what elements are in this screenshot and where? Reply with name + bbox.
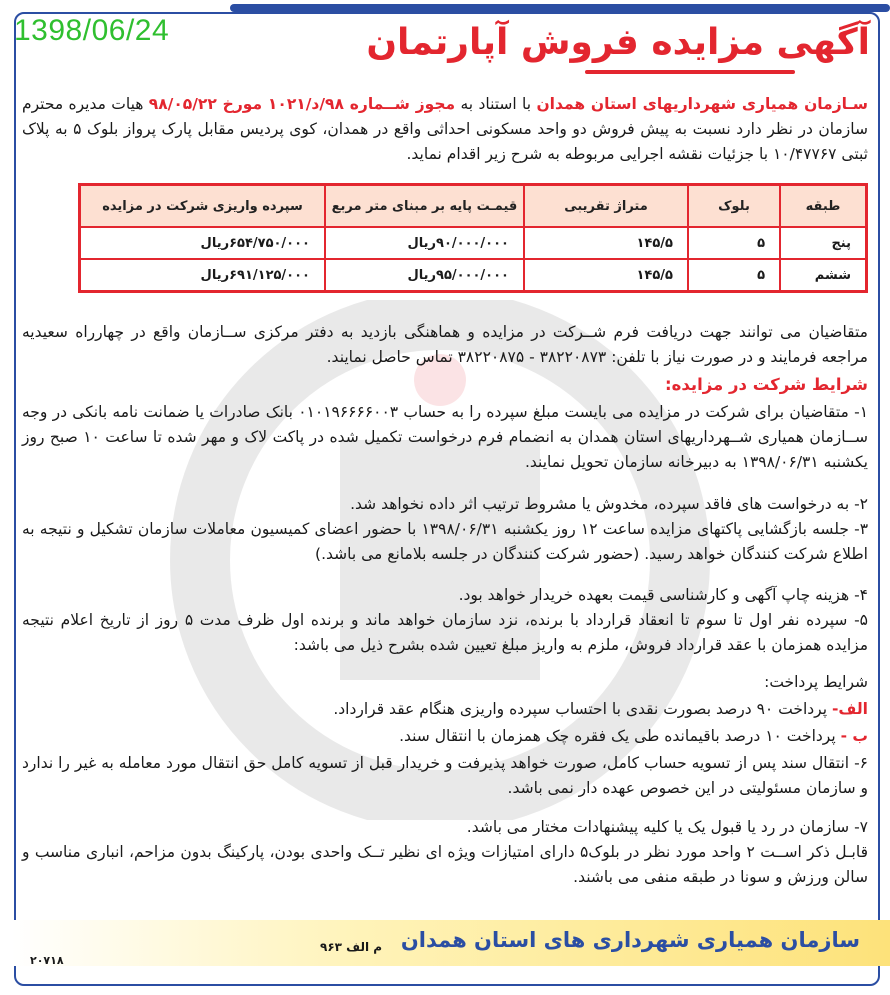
- cell-base-price: ۹۰/۰۰۰/۰۰۰ریال: [325, 227, 524, 259]
- cell-floor: ششم: [780, 259, 866, 291]
- payment-a-label: الف-: [831, 700, 868, 718]
- payment-item-a: [22, 697, 868, 722]
- footer-organization: سازمان همیاری شهرداری های استان همدان: [400, 928, 860, 952]
- intro-paragraph: [22, 92, 868, 167]
- footer-number: ۲۰۷۱۸: [30, 954, 64, 967]
- condition-7: ۷- سازمان در رد یا قبول یک یا کلیه پیشنهادات مختار می باشد.: [466, 818, 868, 836]
- col-deposit: سپرده واریزی شرکت در مزایده: [80, 185, 325, 227]
- visit-paragraph: متقاضیان می توانند جهت دریافت فرم شــرکت در مزایده و هماهنگی بازدید به دفتر مرکزی ســازمان واقع در چهارراه سعیدیه مراجعه فرمایند و در صورت نیاز با تلفن: ۳۸۲۲۰۸۷۳ - ۳۸۲۲۰۸۷۵ تماس حاصل نمایند.: [22, 323, 868, 366]
- col-area: متراژ تقریبی: [524, 185, 688, 227]
- intro-mid: با استناد به: [455, 95, 537, 113]
- payment-item-b: [22, 724, 868, 749]
- cell-deposit: ۶۵۴/۷۵۰/۰۰۰ریال: [80, 227, 325, 259]
- footer-code: م الف ۹۶۳: [320, 940, 383, 954]
- col-block: بلوک: [688, 185, 780, 227]
- table-row: [80, 259, 866, 291]
- date-stamp: 1398/06/24: [14, 14, 170, 47]
- condition-6: ۶- انتقال سند پس از تسویه حساب کامل، صورت خواهد پذیرفت و خریدار قبل از تسویه کامل حق انتقال مورد معامله به غیر را ندارد و سازمان مسئولیتی در این خصوص عهده دار نمی باشد.: [22, 754, 868, 797]
- cell-area: ۱۴۵/۵: [524, 227, 688, 259]
- cell-block: ۵: [688, 227, 780, 259]
- title-underline: [585, 70, 795, 74]
- cell-base-price: ۹۵/۰۰۰/۰۰۰ریال: [325, 259, 524, 291]
- col-floor: طبقه: [780, 185, 866, 227]
- condition-4: ۴- هزینه چاپ آگهی و کارشناسی قیمت بعهده خریدار خواهد بود.: [458, 586, 868, 604]
- cell-floor: پنج: [780, 227, 866, 259]
- apartments-table: [78, 183, 868, 293]
- intro-rest: هیات مدیره محترم سازمان در نظر دارد نسبت به پیش فروش دو واحد مسکونی احداثی واقع در همدان، کوی پردیس مقابل پارک پرواز بلوک ۵ به پلاک ثبتی ۱۰/۴۷۷۶۷ با جزئیات نقشه اجرایی مربوطه به شرح زیر اقدام نماید.: [22, 95, 868, 163]
- notice-title: آگهی مزایده فروش آپارتمان: [366, 22, 870, 63]
- condition-2: ۲- به درخواست های فاقد سپرده، مخدوش یا مشروط ترتیب اثر داده نخواهد شد.: [350, 495, 868, 513]
- cell-deposit: ۶۹۱/۱۲۵/۰۰۰ریال: [80, 259, 325, 291]
- payment-b-text: پرداخت ۱۰ درصد باقیمانده طی یک فقره چک همزمان با انتقال سند.: [399, 727, 841, 745]
- condition-3: ۳- جلسه بازگشایی پاکتهای مزایده ساعت ۱۲ روز یکشنبه ۱۳۹۸/۰۶/۳۱ با حضور اعضای کمیسیون معاملات سازمان تشکیل و نتیجه به اطلاع شرکت کنندگان خواهد رسید. (حضور شرکت کنندگان در جلسه بلامانع می باشد.): [22, 520, 869, 563]
- condition-1: ۱- متقاضیان برای شرکت در مزایده می بایست مبلغ سپرده را به حساب ۰۱۰۱۹۶۶۶۶۰۰۳ بانک صادرات یا ضمانت نامه بانکی در وجه ســازمان همیاری شــهرداریهای استان همدان به انضمام فرم درخواست تکمیل شده در پاکت لاک و مهر شده تا ساعت ۱۰ صبح روز یکشنبه ۱۳۹۸/۰۶/۳۱ به دبیرخانه سازمان تحویل نمایند.: [22, 403, 869, 471]
- table-row: [80, 227, 866, 259]
- condition-5: ۵- سپرده نفر اول تا سوم تا انعقاد قرارداد با برنده، نزد سازمان خواهد ماند و برنده اول ظرف مدت ۵ روز از تاریخ اعلام نتیجه مزایده همزمان با عقد قرارداد فروش، ملزم به واریز مبلغ تعیین شده بشرح ذیل می باشد:: [22, 611, 868, 654]
- conditions-title: شرایط شرکت در مزایده:: [665, 375, 868, 394]
- table-header-row: [80, 185, 866, 227]
- payment-a-text: پرداخت ۹۰ درصد بصورت نقدی با احتساب سپرده واریزی هنگام عقد قرارداد.: [333, 700, 832, 718]
- payment-title: شرایط پرداخت:: [764, 673, 868, 691]
- features-note: قابـل ذکر اســت ۲ واحد مورد نظر در بلوک۵ دارای امتیازات ویژه ای نظیر تــک واحدی بودن، پارکینگ بدون مزاحم، انباری مناسب و سالن ورزش و سونا در طبقه منفی می باشند.: [22, 843, 869, 886]
- col-base-price: قیمـت پایه بر مبنای متر مربع: [325, 185, 524, 227]
- org-name: سـازمان همیاری شهرداریهای استان همدان: [536, 95, 869, 113]
- payment-b-label: ب -: [840, 727, 868, 745]
- permit-number: مجوز شــماره ۹۸/د/۱۰۲۱ مورخ ۹۸/۰۵/۲۲: [148, 95, 456, 113]
- cell-area: ۱۴۵/۵: [524, 259, 688, 291]
- cell-block: ۵: [688, 259, 780, 291]
